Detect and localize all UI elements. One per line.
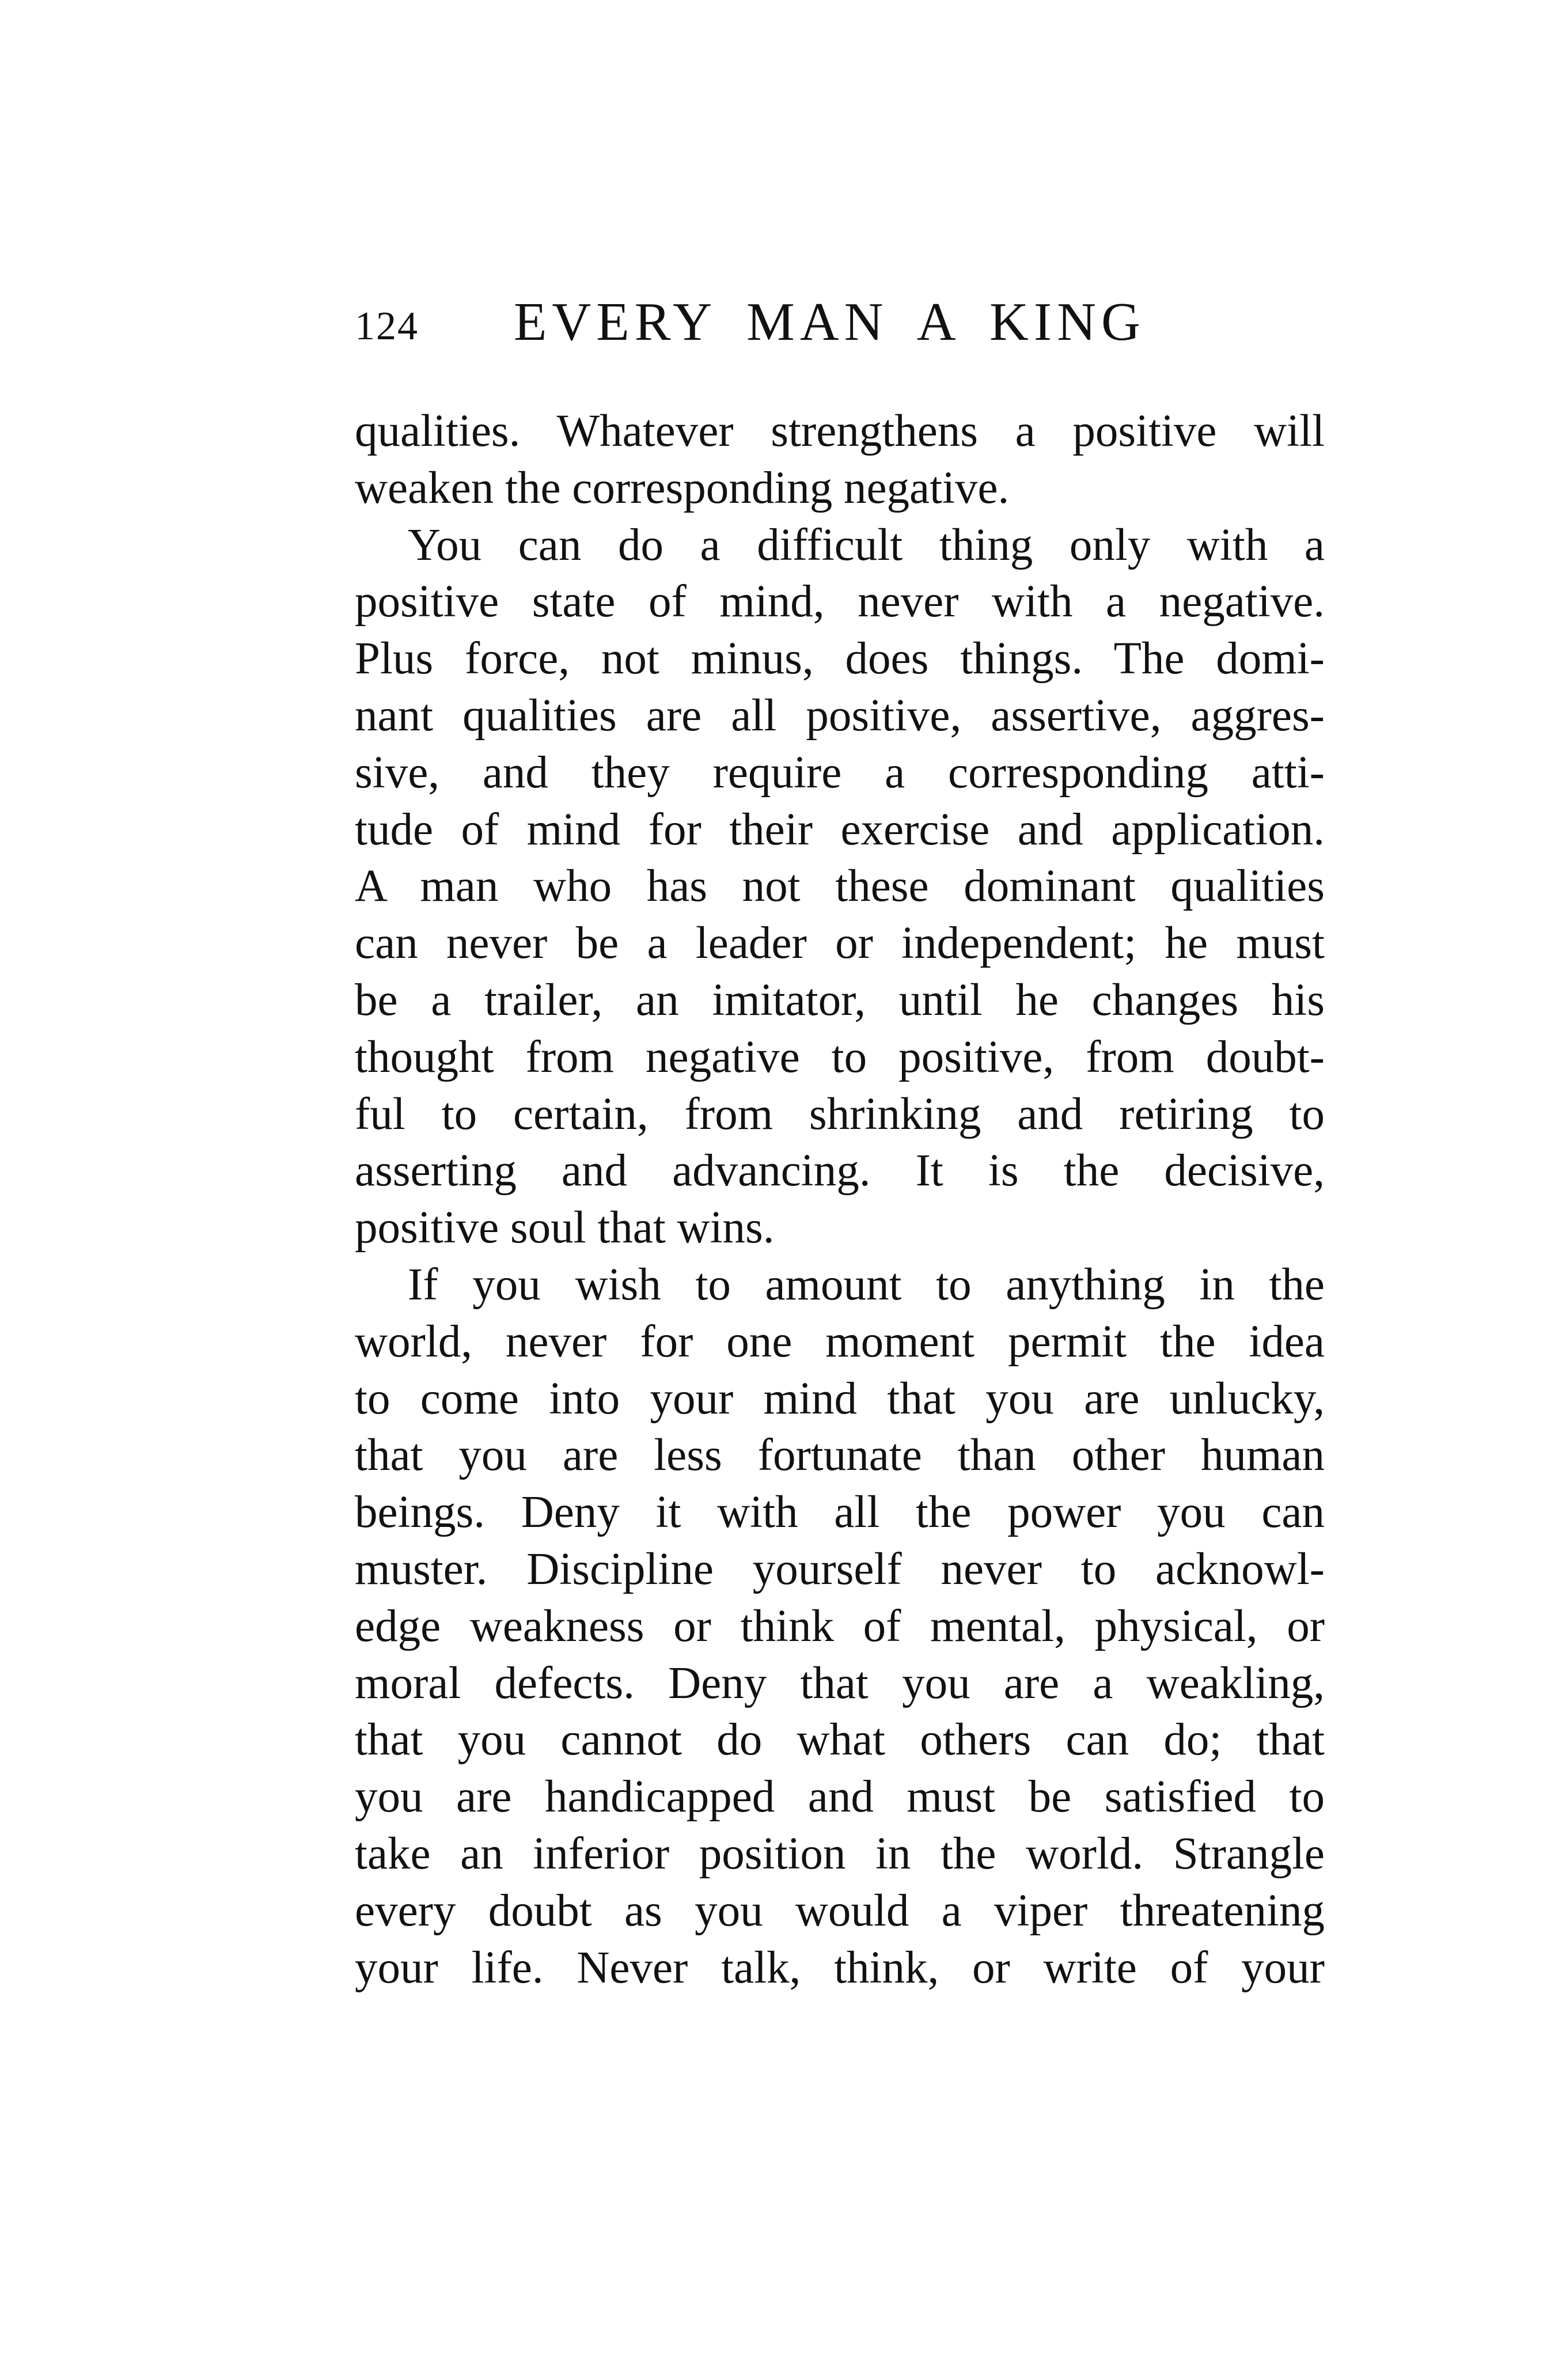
text-line: that you are less fortunate than other human — [355, 1430, 1325, 1481]
page-number: 124 — [355, 304, 419, 348]
text-line: qualities. Whatever strengthens a positive will — [355, 406, 1325, 456]
text-line: your life. Never talk, think, or write of your — [355, 1942, 1325, 1993]
text-line: moral defects. Deny that you are a weakling, — [355, 1658, 1325, 1708]
text-line: thought from negative to positive, from doubt- — [355, 1032, 1325, 1082]
text-line: can never be a leader or independent; he must — [355, 918, 1325, 969]
text-line: If you wish to amount to anything in the — [408, 1259, 1325, 1310]
text-line: sive, and they require a corresponding atti- — [355, 747, 1325, 798]
text-line: be a trailer, an imitator, until he changes his — [355, 975, 1325, 1025]
text-line: positive state of mind, never with a negative. — [355, 577, 1325, 627]
text-line: asserting and advancing. It is the decisive, — [355, 1146, 1325, 1196]
text-line: you are handicapped and must be satisfied to — [355, 1772, 1325, 1822]
text-line: that you cannot do what others can do; that — [355, 1715, 1325, 1765]
text-line: world, never for one moment permit the idea — [355, 1316, 1325, 1367]
text-line: Plus force, not minus, does things. The domi- — [355, 634, 1325, 684]
text-line: You can do a difficult thing only with a — [408, 520, 1325, 570]
text-line: positive soul that wins. — [355, 1203, 775, 1253]
text-line: edge weakness or think of mental, physical, or — [355, 1601, 1325, 1651]
text-line: ful to certain, from shrinking and retiring to — [355, 1089, 1325, 1139]
text-line: A man who has not these dominant qualities — [355, 861, 1325, 912]
text-line: every doubt as you would a viper threatening — [355, 1885, 1325, 1936]
text-line: nant qualities are all positive, assertive, aggres- — [355, 690, 1325, 741]
body-text — [355, 403, 1325, 1996]
text-line: tude of mind for their exercise and application. — [355, 804, 1325, 855]
text-line: beings. Deny it with all the power you can — [355, 1487, 1325, 1538]
text-line: weaken the corresponding negative. — [355, 463, 1010, 513]
page-header — [355, 291, 1334, 354]
text-line: muster. Discipline yourself never to acknowl- — [355, 1544, 1325, 1594]
text-line: to come into your mind that you are unlucky, — [355, 1373, 1325, 1424]
running-title: EVERY MAN A KING — [514, 292, 1146, 352]
text-line: take an inferior position in the world. Strangle — [355, 1828, 1325, 1879]
